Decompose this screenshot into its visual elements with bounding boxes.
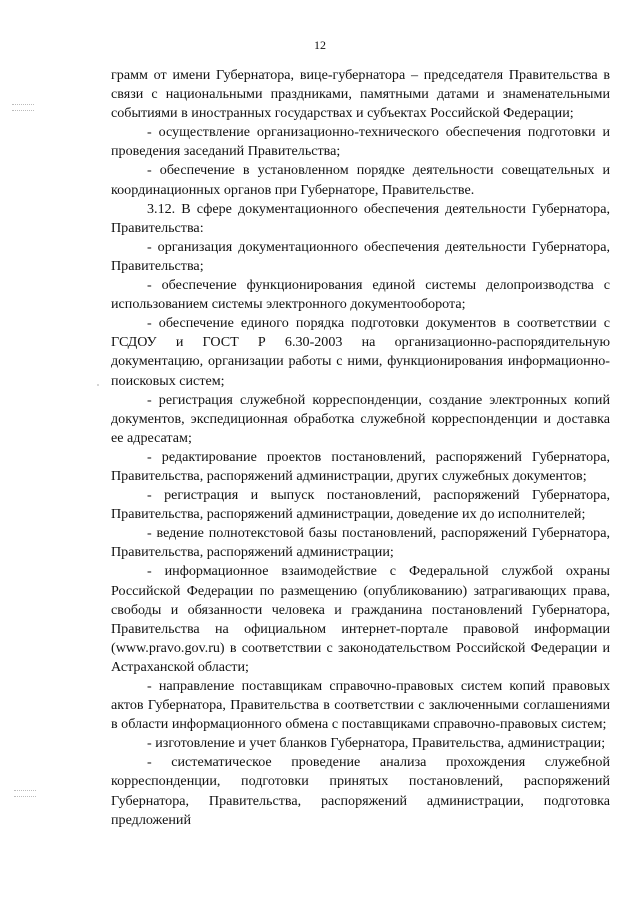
margin-scan-mark: [12, 104, 34, 106]
paragraph: - регистрация служебной корреспонденции, создание электронных копий документов, экспедиционная обработка служебной корреспонденции и доставка ее адресатам;: [111, 391, 610, 446]
paragraph: - регистрация и выпуск постановлений, распоряжений Губернатора, Правительства, распоряжений администрации, доведение их до исполнителей;: [111, 487, 610, 523]
section-heading: 3.12. В сфере документационного обеспечения деятельности Губернатора, Правительства:: [111, 200, 610, 236]
page-number: 12: [314, 38, 326, 52]
paragraph: - ведение полнотекстовой базы постановлений, распоряжений Губернатора, Правительства, распоряжений администрации;: [111, 525, 610, 561]
document-body: [111, 66, 610, 830]
paragraph: - обеспечение в установленном порядке деятельности совещательных и координационных органов при Губернаторе, Правительстве.: [111, 162, 610, 198]
paragraph: - обеспечение единого порядка подготовки документов в соответствии с ГСДОУ и ГОСТ Р 6.30-2003 на организационно-распорядительную документацию, организации работы с ними, функционирования информационно-поисковых систем;: [111, 315, 610, 389]
paragraph: - систематическое проведение анализа прохождения служебной корреспонденции, подготовки принятых постановлений, распоряжений Губернатора, Правительства, распоряжений администрации, подготовка предложений: [111, 754, 610, 828]
paragraph: грамм от имени Губернатора, вице-губернатора – председателя Правительства в связи с национальными праздниками, памятными датами и знаменательными событиями в иностранных государствах и субъектах Российской Федерации;: [111, 67, 610, 122]
margin-scan-mark: [14, 796, 36, 798]
margin-scan-mark: [12, 110, 34, 112]
margin-scan-mark: [14, 790, 36, 792]
paragraph: - информационное взаимодействие с Федеральной службой охраны Российской Федерации по размещению (опубликованию) затрагивающих права, свободы и обязанности человека и гражданина постановлений Губернатора, Правительства на официальном интернет-портале правовой информации (www.pravo.gov.ru) в соответствии с законодательством Российской Федерации и Астраханской области;: [111, 563, 610, 675]
margin-scan-dot: [97, 384, 99, 386]
paragraph: - изготовление и учет бланков Губернатора, Правительства, администрации;: [147, 735, 606, 752]
paragraph: - направление поставщикам справочно-правовых систем копий правовых актов Губернатора, Правительства в соответствии с заключенными соглашениями в области информационного обмена с поставщиками справочно-правовых систем;: [111, 678, 610, 733]
paragraph: - осуществление организационно-технического обеспечения подготовки и проведения заседаний Правительства;: [111, 124, 610, 160]
paragraph: - обеспечение функционирования единой системы делопроизводства с использованием системы электронного документооборота;: [111, 277, 610, 313]
paragraph: - редактирование проектов постановлений, распоряжений Губернатора, Правительства, распоряжений администрации, других служебных документов;: [111, 448, 610, 484]
paragraph: - организация документационного обеспечения деятельности Губернатора, Правительства;: [111, 238, 610, 274]
